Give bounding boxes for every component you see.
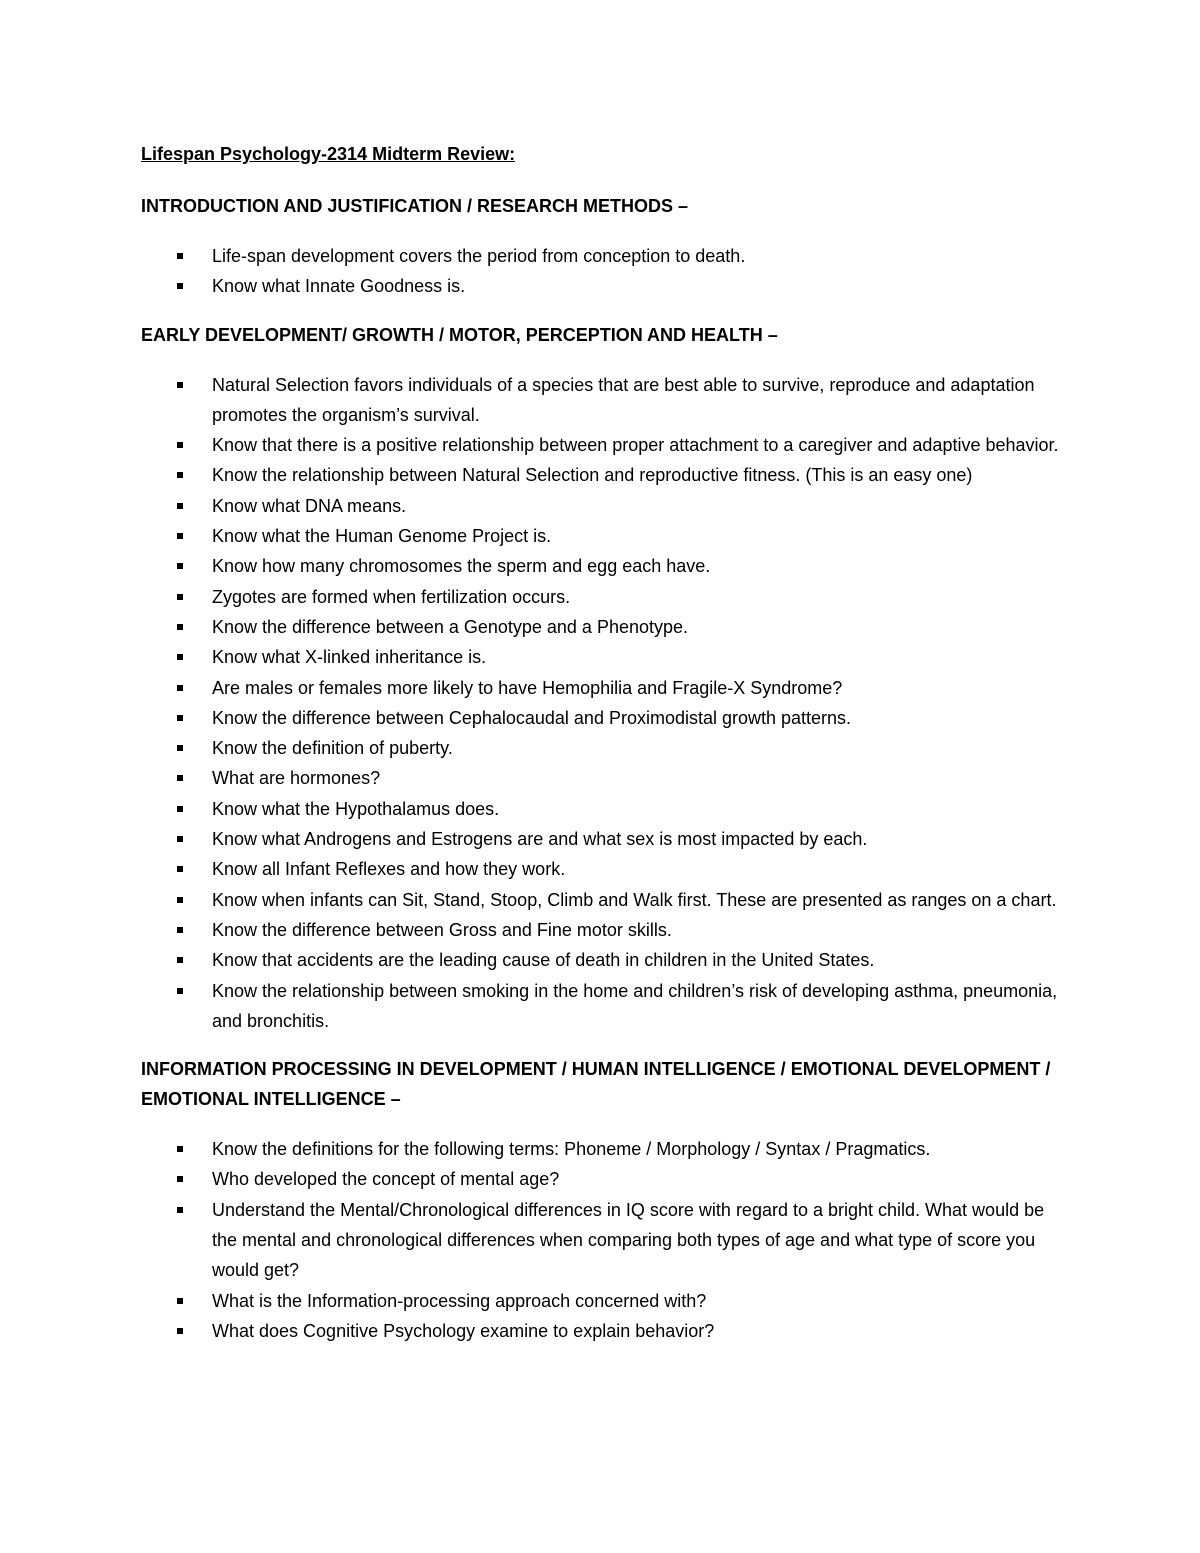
- square-bullet-icon: [177, 283, 183, 289]
- list-item: [141, 885, 1060, 915]
- square-bullet-icon: [177, 715, 183, 721]
- list-item: [141, 703, 1060, 733]
- list-item: [141, 241, 1060, 271]
- section-heading: EARLY DEVELOPMENT/ GROWTH / MOTOR, PERCEPTION AND HEALTH –: [141, 324, 778, 345]
- list-item-text: What is the Information-processing approach concerned with?: [212, 1290, 707, 1311]
- square-bullet-icon: [177, 563, 183, 569]
- list-item: [141, 733, 1060, 763]
- list-item-text: Know what DNA means.: [212, 495, 407, 516]
- list-item-text: Know all Infant Reflexes and how they work.: [212, 859, 566, 880]
- list-item-text: Know the relationship between Natural Selection and reproductive fitness. (This is an easy one): [212, 465, 973, 486]
- list-item-text: Understand the Mental/Chronological differences in IQ score with regard to a bright child. What would be the mental and chronological differences when comparing both types of age and what type of score you would get?: [212, 1199, 1045, 1281]
- square-bullet-icon: [177, 988, 183, 994]
- list-item-text: Know when infants can Sit, Stand, Stoop, Climb and Walk first. These are presented as ranges on a chart.: [212, 889, 1057, 910]
- list-item: [141, 1286, 1060, 1316]
- square-bullet-icon: [177, 382, 183, 388]
- list-item-text: Know what Innate Goodness is.: [212, 276, 466, 297]
- square-bullet-icon: [177, 836, 183, 842]
- list-item-text: Natural Selection favors individuals of a species that are best able to survive, reproduce and adaptation promotes the organism’s survival.: [212, 374, 1035, 425]
- list-item-text: Are males or females more likely to have Hemophilia and Fragile-X Syndrome?: [212, 677, 843, 698]
- square-bullet-icon: [177, 1146, 183, 1152]
- list-item-text: Know the relationship between smoking in the home and children’s risk of developing asthma, pneumonia, and bronchitis.: [212, 980, 1058, 1031]
- list-item: [141, 642, 1060, 672]
- list-item: [141, 370, 1060, 431]
- list-item-text: Know the difference between a Genotype and a Phenotype.: [212, 616, 689, 637]
- section-heading: INFORMATION PROCESSING IN DEVELOPMENT / HUMAN INTELLIGENCE / EMOTIONAL DEVELOPMENT / EMOTIONAL INTELLIGENCE –: [141, 1059, 1051, 1110]
- list-item: [141, 915, 1060, 945]
- document-body: [141, 191, 1060, 1346]
- list-item: [141, 271, 1060, 301]
- list-item-text: Life-span development covers the period from conception to death.: [212, 246, 746, 266]
- bullet-list: [141, 1134, 1060, 1346]
- list-item-text: Know the difference between Cephalocaudal and Proximodistal growth patterns.: [212, 707, 852, 728]
- list-item: [141, 1316, 1060, 1346]
- list-item: [141, 491, 1060, 521]
- list-item: [141, 854, 1060, 884]
- list-item: [141, 460, 1060, 490]
- square-bullet-icon: [177, 253, 183, 259]
- list-item-text: Know the difference between Gross and Fine motor skills.: [212, 919, 672, 940]
- list-item-text: Know what Androgens and Estrogens are and what sex is most impacted by each.: [212, 829, 868, 850]
- square-bullet-icon: [177, 503, 183, 509]
- list-item: [141, 763, 1060, 793]
- list-item-text: Know how many chromosomes the sperm and egg each have.: [212, 556, 711, 577]
- square-bullet-icon: [177, 533, 183, 539]
- list-item: [141, 551, 1060, 581]
- list-item: [141, 430, 1060, 460]
- list-item-text: What does Cognitive Psychology examine to explain behavior?: [212, 1320, 715, 1341]
- list-item: [141, 673, 1060, 703]
- bullet-list: [141, 241, 1060, 302]
- list-item-text: Know that accidents are the leading cause of death in children in the United States.: [212, 950, 875, 971]
- square-bullet-icon: [177, 472, 183, 478]
- list-item-text: Know the definition of puberty.: [212, 738, 453, 759]
- list-item: [141, 1195, 1060, 1286]
- list-item: [141, 1164, 1060, 1194]
- square-bullet-icon: [177, 442, 183, 448]
- list-item: [141, 824, 1060, 854]
- list-item-text: Know that there is a positive relationship between proper attachment to a caregiver and adaptive behavior.: [212, 435, 1059, 456]
- square-bullet-icon: [177, 594, 183, 600]
- list-item: [141, 582, 1060, 612]
- square-bullet-icon: [177, 1328, 183, 1334]
- square-bullet-icon: [177, 897, 183, 903]
- square-bullet-icon: [177, 1207, 183, 1213]
- list-item: [141, 521, 1060, 551]
- list-item: [141, 976, 1060, 1037]
- list-item-text: Know what the Hypothalamus does.: [212, 798, 500, 819]
- square-bullet-icon: [177, 806, 183, 812]
- list-item-text: Know what the Human Genome Project is.: [212, 526, 552, 547]
- list-item: [141, 945, 1060, 975]
- list-item-text: Know the definitions for the following terms: Phoneme / Morphology / Syntax / Pragmatics.: [212, 1139, 931, 1160]
- list-item-text: Know what X-linked inheritance is.: [212, 647, 487, 668]
- document-title: Lifespan Psychology-2314 Midterm Review:: [141, 144, 516, 164]
- list-item-text: Who developed the concept of mental age?: [212, 1169, 560, 1190]
- list-item-text: Zygotes are formed when fertilization occurs.: [212, 586, 571, 607]
- list-item: [141, 612, 1060, 642]
- square-bullet-icon: [177, 866, 183, 872]
- square-bullet-icon: [177, 1176, 183, 1182]
- square-bullet-icon: [177, 685, 183, 691]
- list-item-text: What are hormones?: [212, 768, 381, 789]
- square-bullet-icon: [177, 957, 183, 963]
- square-bullet-icon: [177, 745, 183, 751]
- section-heading: INTRODUCTION AND JUSTIFICATION / RESEARCH METHODS –: [141, 196, 689, 216]
- square-bullet-icon: [177, 1298, 183, 1304]
- list-item: [141, 1134, 1060, 1164]
- square-bullet-icon: [177, 624, 183, 630]
- square-bullet-icon: [177, 775, 183, 781]
- list-item: [141, 794, 1060, 824]
- square-bullet-icon: [177, 654, 183, 660]
- square-bullet-icon: [177, 927, 183, 933]
- bullet-list: [141, 370, 1060, 1037]
